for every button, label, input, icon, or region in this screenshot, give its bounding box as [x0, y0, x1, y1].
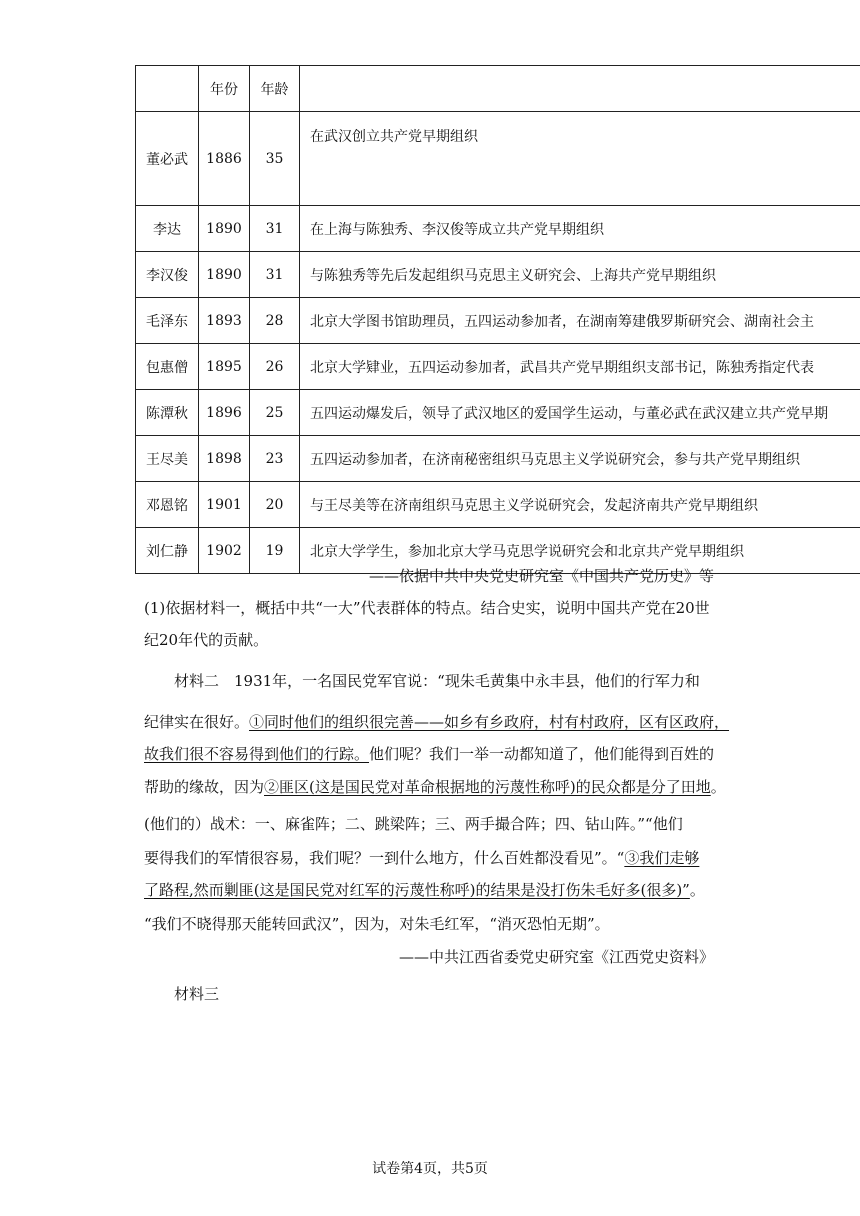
table-row — [136, 206, 860, 252]
age-cell: 25 — [250, 390, 300, 436]
description-cell: 五四运动爆发后，领导了武汉地区的爱国学生运动，与董必武在武汉建立共产党早期 — [300, 390, 860, 436]
description-cell: 北京大学学生，参加北京大学马克思学说研究会和北京共产党早期组织 — [300, 528, 860, 574]
birth-year-cell: 1898 — [199, 436, 250, 482]
description-cell: 与陈独秀等先后发起组织马克思主义研究会、上海共产党早期组织 — [300, 252, 860, 298]
question-1-line-1: (1)依据材料一，概括中共“一大”代表群体的特点。结合史实，说明中国共产党在20世 — [144, 599, 710, 617]
table-row — [136, 252, 860, 298]
table-row — [136, 436, 860, 482]
delegate-name-cell: 刘仁静 — [136, 528, 199, 574]
material-2-line-4 — [144, 777, 726, 797]
delegate-name-cell: 王尽美 — [136, 436, 199, 482]
table-header-row — [136, 66, 860, 112]
table-row — [136, 344, 860, 390]
description-cell: 在武汉创立共产党早期组织 — [300, 112, 860, 206]
birth-year-cell: 1896 — [199, 390, 250, 436]
source-citation-2: ——中共江西省委党史研究室《江西党史资料》 — [398, 948, 714, 966]
header-cell-year: 年份 — [199, 66, 250, 112]
underlined-passage-3-cont: 了路程,然而剿匪(这是国民党对红军的污蔑性称呼)的结果是没打伤朱毛好多(很多)” — [144, 881, 690, 899]
delegate-name-cell: 李汉俊 — [136, 252, 199, 298]
material-2-line-5: (他们的）战术：一、麻雀阵；二、跳梁阵；三、两手撮合阵；四、钻山阵。”“他们 — [144, 815, 683, 833]
age-cell: 31 — [250, 206, 300, 252]
age-cell: 20 — [250, 482, 300, 528]
birth-year-cell: 1893 — [199, 298, 250, 344]
delegate-name-cell: 陈潭秋 — [136, 390, 199, 436]
underlined-passage-1: ①同时他们的组织很完善——如乡有乡政府，村有村政府，区有区政府， — [249, 713, 730, 731]
birth-year-cell: 1901 — [199, 482, 250, 528]
header-cell-desc — [300, 66, 860, 112]
table-row — [136, 390, 860, 436]
description-cell: 北京大学图书馆助理员，五四运动参加者，在湖南筹建俄罗斯研究会、湖南社会主 — [300, 298, 860, 344]
source-citation-1: ——依据中共中央党史研究室《中国共产党历史》等 — [368, 567, 714, 585]
material-2-text: 要得我们的军情很容易，我们呢？一到什么地方，什么百姓都没看见”。“ — [144, 849, 625, 867]
material-2-text: 纪律实在很好。 — [144, 713, 250, 731]
header-cell-name — [136, 66, 199, 112]
age-cell: 23 — [250, 436, 300, 482]
material-2-line-1: 材料二 1931年，一名国民党军官说：“现朱毛黄集中永丰县，他们的行军力和 — [174, 672, 700, 690]
age-cell: 31 — [250, 252, 300, 298]
birth-year-cell: 1902 — [199, 528, 250, 574]
delegates-table — [135, 65, 860, 574]
birth-year-cell: 1895 — [199, 344, 250, 390]
age-cell: 28 — [250, 298, 300, 344]
material-2-line-8: “我们不晓得那天能转回武汉”，因为，对朱毛红军，“消灭恐怕无期”。 — [144, 915, 610, 933]
material-2-text: 。 — [710, 778, 726, 796]
description-cell: 北京大学肄业，五四运动参加者，武昌共产党早期组织支部书记，陈独秀指定代表 — [300, 344, 860, 390]
material-3-label: 材料三 — [174, 985, 220, 1003]
delegate-name-cell: 包惠僧 — [136, 344, 199, 390]
birth-year-cell: 1890 — [199, 206, 250, 252]
question-1-line-2: 纪20年代的贡献。 — [144, 631, 269, 649]
underlined-passage-3: ③我们走够 — [624, 849, 700, 867]
underlined-passage-1-cont: 故我们很不容易得到他们的行踪。 — [144, 745, 370, 763]
material-2-text: 帮助的缘故，因为 — [144, 778, 265, 796]
material-2-line-6 — [144, 848, 699, 868]
delegate-name-cell: 毛泽东 — [136, 298, 199, 344]
material-2-line-7 — [144, 880, 705, 900]
birth-year-cell: 1886 — [199, 112, 250, 206]
age-cell: 26 — [250, 344, 300, 390]
page-footer: 试卷第4页，共5页 — [372, 1161, 488, 1177]
birth-year-cell: 1890 — [199, 252, 250, 298]
table-row — [136, 482, 860, 528]
table-row — [136, 112, 860, 206]
description-cell: 与王尽美等在济南组织马克思主义学说研究会，发起济南共产党早期组织 — [300, 482, 860, 528]
header-cell-age: 年龄 — [250, 66, 300, 112]
delegate-name-cell: 董必武 — [136, 112, 199, 206]
material-2-line-2 — [144, 712, 729, 732]
delegate-name-cell: 邓恩铭 — [136, 482, 199, 528]
material-2-text: 他们呢？我们一举一动都知道了，他们能得到百姓的 — [369, 745, 715, 763]
age-cell: 35 — [250, 112, 300, 206]
delegate-name-cell: 李达 — [136, 206, 199, 252]
underlined-passage-2: ②匪区(这是国民党对革命根据地的污蔑性称呼)的民众都是分了田地 — [264, 778, 711, 796]
description-cell: 五四运动参加者，在济南秘密组织马克思主义学说研究会，参与共产党早期组织 — [300, 436, 860, 482]
table-row — [136, 298, 860, 344]
material-2-line-3 — [144, 744, 714, 764]
description-cell: 在上海与陈独秀、李汉俊等成立共产党早期组织 — [300, 206, 860, 252]
material-2-text: 。 — [689, 881, 705, 899]
age-cell: 19 — [250, 528, 300, 574]
